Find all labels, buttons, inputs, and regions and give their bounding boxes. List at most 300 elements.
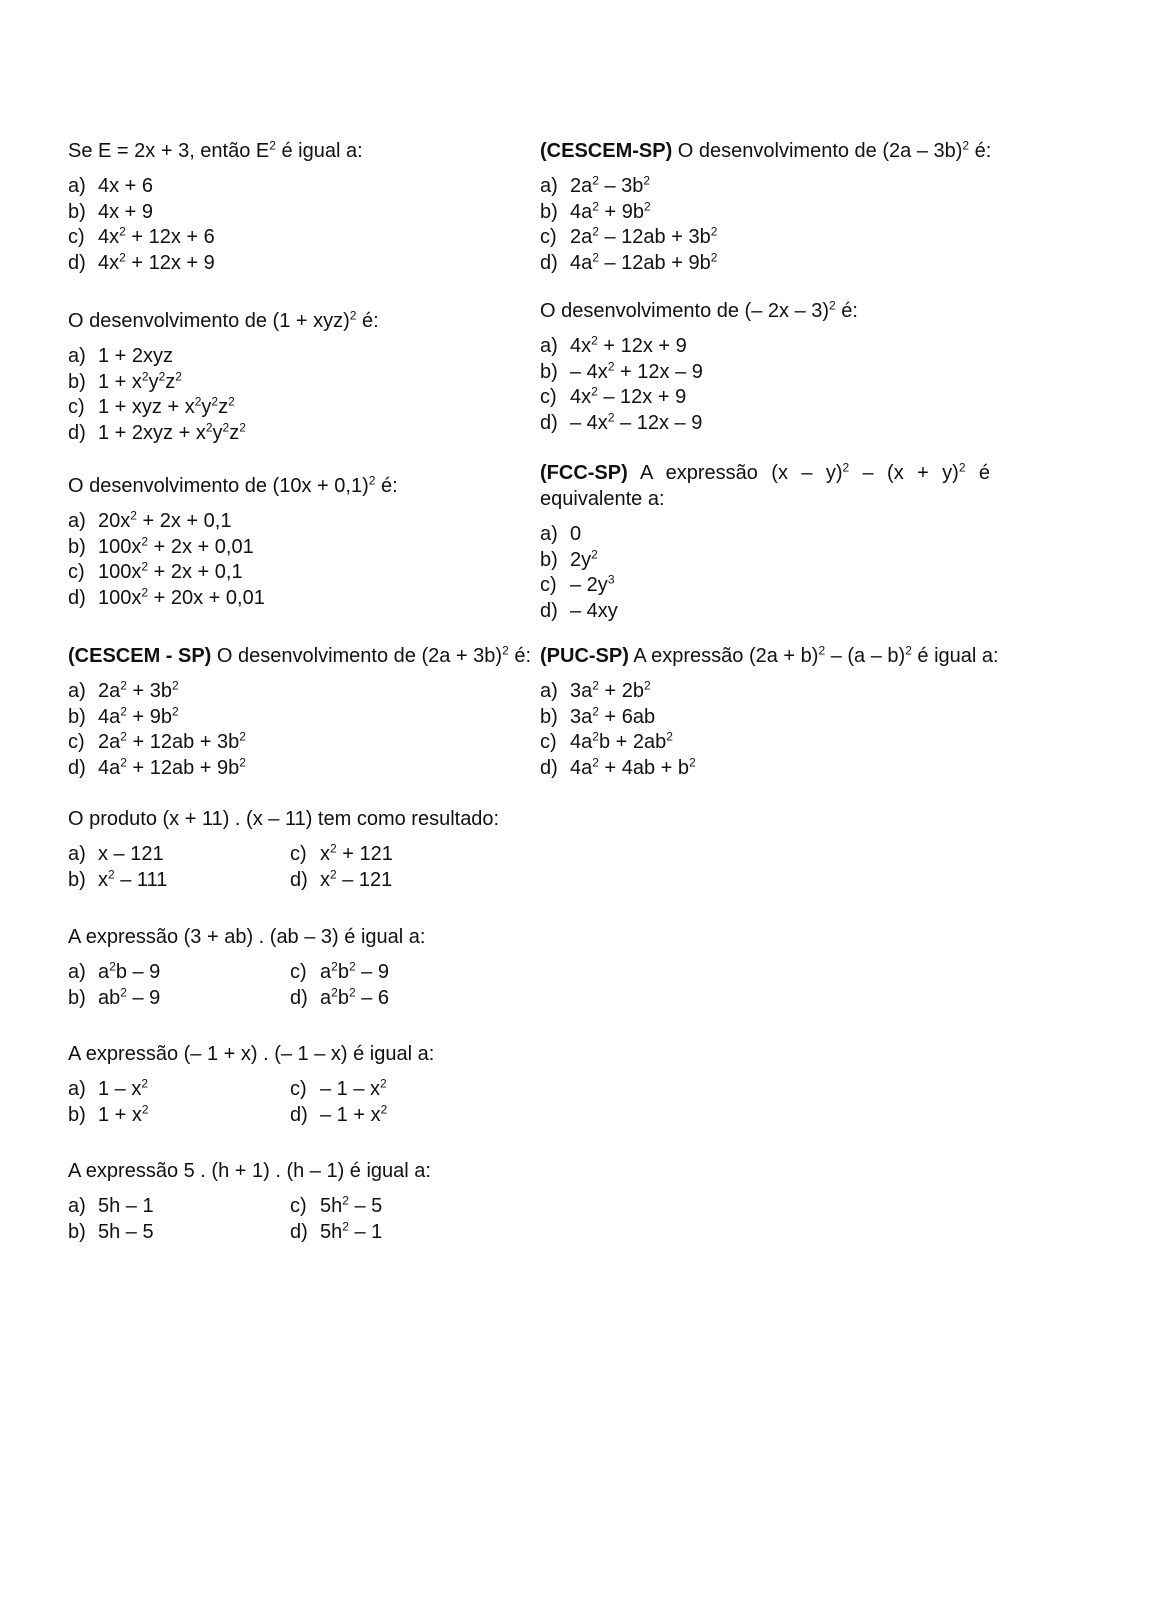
answer-option: [68, 344, 518, 370]
option-text: 4a: [98, 705, 121, 728]
superscript-exponent: 2: [643, 678, 651, 693]
superscript-exponent: 2: [109, 959, 116, 974]
option-text: 5h – 5: [98, 1220, 154, 1243]
superscript-exponent: 2: [331, 959, 338, 974]
question-stem: [68, 806, 668, 832]
option-text: 2a: [570, 226, 593, 248]
answer-option: [540, 730, 990, 756]
superscript-exponent: 2: [120, 754, 127, 769]
superscript-exponent: 2: [120, 703, 127, 718]
question: [68, 473, 518, 611]
option-letter: c): [540, 226, 557, 248]
stem-text: A expressão (– 1 + x) . (– 1 – x) é igual a:: [68, 1043, 435, 1065]
option-text: – 121: [336, 868, 393, 891]
exam-source-label: (FCC-SP): [540, 462, 628, 484]
superscript-exponent: 2: [349, 308, 357, 323]
question-stem: [540, 643, 999, 669]
option-text: 2a: [570, 175, 593, 197]
superscript-exponent: 2: [592, 224, 599, 239]
stem-text: é equivalente a:: [540, 462, 990, 510]
superscript-exponent: 2: [141, 559, 149, 574]
superscript-exponent: 2: [643, 198, 651, 213]
option-text: 1 + 2xyz + x: [98, 421, 206, 444]
superscript-exponent: 2: [666, 729, 673, 744]
options-list: [68, 344, 518, 446]
superscript-exponent: 2: [710, 224, 718, 239]
superscript-exponent: 2: [905, 643, 912, 658]
option-text: 20x: [98, 510, 131, 532]
option-letter: b): [68, 535, 86, 558]
option-text: 4x + 6: [98, 175, 154, 197]
option-letter: c): [290, 961, 307, 983]
option-text: + 6ab: [598, 705, 656, 728]
answer-option: [540, 334, 990, 360]
stem-text: – (x + y): [849, 462, 959, 484]
superscript-exponent: 2: [239, 754, 246, 769]
option-text: 1 + xyz + x: [98, 396, 195, 418]
stem-text: O desenvolvimento de (10x + 0,1): [68, 475, 369, 497]
option-text: z: [218, 396, 229, 418]
option-letter: b): [68, 1220, 86, 1243]
option-letter: d): [540, 599, 558, 622]
option-letter: a): [68, 175, 86, 197]
question: [68, 643, 532, 781]
option-text: – 12ab + 3b: [598, 226, 711, 248]
superscript-exponent: 2: [592, 754, 599, 769]
option-letter: d): [68, 251, 86, 274]
option-letter: b): [68, 986, 86, 1009]
option-letter: d): [290, 986, 308, 1009]
option-text: – 1: [348, 1220, 383, 1243]
option-letter: a): [68, 1078, 86, 1100]
answer-option: [68, 225, 518, 251]
superscript-exponent: 2: [689, 754, 696, 769]
option-text: a: [320, 986, 332, 1009]
superscript-exponent: 2: [592, 249, 599, 264]
superscript-exponent: 2: [591, 546, 598, 561]
question-stem: [540, 138, 990, 164]
question-stem: [540, 298, 990, 324]
answer-option: [540, 756, 990, 782]
answer-option: [68, 535, 518, 561]
superscript-exponent: 2: [171, 678, 179, 693]
option-text: + 2x + 0,1: [148, 561, 243, 583]
options-list: [540, 679, 990, 781]
answer-option: [68, 174, 518, 200]
superscript-exponent: 2: [818, 643, 826, 658]
option-letter: b): [540, 360, 558, 383]
option-text: b: [337, 986, 349, 1009]
superscript-exponent: 2: [962, 138, 970, 153]
option-text: y: [201, 396, 212, 418]
option-text: x: [98, 868, 108, 891]
answer-option: [68, 200, 518, 226]
superscript-exponent: 2: [120, 678, 127, 693]
stem-text: – (a – b): [825, 645, 906, 667]
question-stem: [540, 460, 990, 512]
superscript-exponent: 2: [108, 866, 115, 881]
option-text: – 2y: [570, 574, 608, 596]
answer-option: [68, 756, 518, 782]
option-letter: a): [540, 523, 558, 545]
answer-option: [540, 360, 990, 386]
superscript-exponent: 2: [591, 384, 598, 399]
options-list: [68, 509, 518, 611]
answer-option: [68, 370, 518, 396]
stem-text: O desenvolvimento de (1 + xyz): [68, 310, 350, 332]
option-text: 4x: [98, 226, 120, 248]
options-list: [68, 679, 518, 781]
option-letter: a): [540, 680, 558, 702]
superscript-exponent: 2: [829, 298, 836, 313]
option-text: 2y: [570, 548, 592, 571]
superscript-exponent: 2: [592, 729, 599, 744]
answer-option: [68, 1220, 290, 1246]
option-letter: d): [68, 586, 86, 609]
answer-option: [540, 548, 990, 574]
option-text: 4a: [98, 756, 121, 779]
superscript-exponent: 2: [222, 419, 230, 434]
question-stem: [68, 1041, 668, 1067]
option-letter: a): [68, 680, 86, 702]
option-text: + 12x + 6: [125, 226, 215, 248]
option-text: 2a: [98, 731, 121, 753]
superscript-exponent: 2: [330, 841, 337, 856]
option-letter: a): [68, 510, 86, 532]
superscript-exponent: 2: [120, 984, 127, 999]
question-stem: [68, 473, 518, 499]
superscript-exponent: 2: [158, 368, 166, 383]
answer-option: [68, 395, 518, 421]
superscript-exponent: 2: [331, 984, 338, 999]
option-text: + 9b: [598, 200, 644, 223]
options-list: [540, 334, 990, 436]
option-text: – 9: [355, 961, 389, 983]
option-letter: c): [290, 1078, 307, 1100]
answer-option: [68, 251, 518, 277]
option-text: 4x: [570, 335, 592, 357]
option-text: 5h: [320, 1195, 343, 1217]
superscript-exponent: 2: [368, 473, 376, 488]
superscript-exponent: 3: [607, 572, 615, 587]
answer-option: [540, 573, 990, 599]
stem-text: O produto (x + 11) . (x – 11) tem como resultado:: [68, 808, 500, 830]
stem-text: O desenvolvimento de (– 2x – 3): [540, 300, 830, 322]
option-letter: d): [290, 868, 308, 891]
option-letter: c): [68, 731, 85, 753]
option-letter: c): [68, 226, 85, 248]
option-letter: c): [290, 843, 307, 865]
answer-option: [68, 679, 518, 705]
option-letter: d): [68, 421, 86, 444]
answer-option: [290, 1220, 510, 1246]
stem-text: é:: [356, 310, 379, 332]
option-letter: d): [540, 411, 558, 434]
superscript-exponent: 2: [592, 198, 599, 213]
option-text: – 12ab + 9b: [598, 251, 711, 274]
answer-option: [290, 868, 510, 894]
option-text: 1 + x: [98, 370, 142, 393]
answer-option: [290, 1194, 510, 1220]
option-text: 2a: [98, 680, 121, 702]
superscript-exponent: 2: [342, 1218, 349, 1233]
answer-option: [290, 842, 510, 868]
exam-source-label: (CESCEM - SP): [68, 645, 212, 667]
option-letter: b): [68, 868, 86, 891]
answer-option: [68, 1103, 290, 1129]
answer-option: [68, 421, 518, 447]
question-stem: [68, 138, 518, 164]
answer-option: [68, 868, 290, 894]
options-list: [540, 174, 990, 276]
answer-option: [68, 509, 518, 535]
stem-text: é:: [375, 475, 398, 497]
options-list: [68, 842, 668, 893]
option-text: + 12x – 9: [614, 360, 703, 383]
option-letter: c): [540, 386, 557, 408]
answer-option: [68, 586, 518, 612]
superscript-exponent: 2: [141, 584, 149, 599]
option-text: 100x: [98, 535, 142, 558]
superscript-exponent: 2: [141, 1101, 149, 1116]
answer-option: [540, 251, 990, 277]
stem-text: é:: [835, 300, 858, 322]
option-text: 4x: [570, 386, 592, 408]
option-text: + 4ab + b: [598, 756, 690, 779]
superscript-exponent: 2: [592, 173, 599, 188]
option-text: – 1 – x: [320, 1078, 381, 1100]
superscript-exponent: 2: [591, 333, 598, 348]
option-text: – 5: [348, 1195, 383, 1217]
answer-option: [290, 1103, 510, 1129]
superscript-exponent: 2: [141, 1076, 149, 1091]
answer-option: [540, 599, 990, 625]
superscript-exponent: 2: [958, 460, 966, 475]
option-letter: c): [540, 574, 557, 596]
option-text: 4x: [98, 251, 120, 274]
question: [68, 806, 668, 893]
option-text: + 9b: [126, 705, 172, 728]
option-letter: c): [68, 561, 85, 583]
superscript-exponent: 2: [228, 394, 235, 409]
option-letter: b): [540, 705, 558, 728]
superscript-exponent: 2: [502, 643, 509, 658]
option-text: 1 + 2xyz: [98, 345, 174, 367]
question-stem: [68, 643, 532, 669]
stem-text: A expressão (2a + b): [628, 645, 819, 667]
question: [68, 138, 518, 276]
exam-source-label: (PUC-SP): [540, 645, 629, 667]
option-letter: a): [68, 843, 86, 865]
option-letter: b): [540, 200, 558, 223]
option-letter: d): [68, 756, 86, 779]
option-text: – 1 + x: [320, 1103, 381, 1126]
superscript-exponent: 2: [205, 419, 213, 434]
options-list: [68, 1077, 668, 1128]
superscript-exponent: 2: [171, 703, 179, 718]
stem-text: é:: [969, 140, 992, 162]
superscript-exponent: 2: [141, 368, 149, 383]
superscript-exponent: 2: [119, 224, 126, 239]
answer-option: [540, 174, 990, 200]
superscript-exponent: 2: [380, 1101, 388, 1116]
superscript-exponent: 2: [239, 419, 246, 434]
stem-text: A expressão (x – y): [627, 462, 843, 484]
answer-option: [68, 842, 290, 868]
answer-option: [290, 960, 510, 986]
option-letter: c): [540, 731, 557, 753]
superscript-exponent: 2: [120, 729, 127, 744]
superscript-exponent: 2: [710, 249, 718, 264]
option-letter: b): [68, 200, 86, 223]
answer-option: [68, 986, 290, 1012]
stem-text: O desenvolvimento de (2a + 3b): [211, 645, 503, 667]
option-letter: c): [290, 1195, 307, 1217]
option-text: b – 9: [115, 961, 161, 983]
option-letter: d): [290, 1220, 308, 1243]
superscript-exponent: 2: [130, 508, 137, 523]
answer-option: [540, 385, 990, 411]
option-text: 4x + 9: [98, 200, 154, 223]
options-list: [68, 174, 518, 276]
option-text: 1 + x: [98, 1103, 142, 1126]
answer-option: [68, 1077, 290, 1103]
option-text: + 2b: [598, 680, 644, 702]
option-text: – 4x: [570, 360, 608, 383]
option-text: + 3b: [126, 680, 172, 702]
question: [68, 924, 668, 1011]
option-text: x – 121: [98, 843, 164, 865]
answer-option: [68, 1194, 290, 1220]
exam-source-label: (CESCEM-SP): [540, 140, 673, 162]
superscript-exponent: 2: [175, 368, 182, 383]
option-text: – 12x + 9: [597, 386, 687, 408]
option-letter: a): [68, 345, 86, 367]
option-text: 100x: [98, 561, 142, 583]
answer-option: [290, 1077, 510, 1103]
question: [540, 298, 990, 436]
option-text: ab: [98, 986, 121, 1009]
answer-option: [68, 705, 518, 731]
option-letter: a): [540, 335, 558, 357]
superscript-exponent: 2: [119, 249, 126, 264]
option-text: + 2x + 0,01: [148, 535, 254, 558]
superscript-exponent: 2: [592, 678, 599, 693]
question: [68, 1158, 668, 1245]
option-text: 100x: [98, 586, 142, 609]
answer-option: [290, 986, 510, 1012]
stem-text: A expressão 5 . (h + 1) . (h – 1) é igual a:: [68, 1160, 431, 1182]
answer-option: [68, 560, 518, 586]
option-text: – 3b: [598, 175, 644, 197]
option-text: 5h: [320, 1220, 343, 1243]
option-letter: a): [540, 175, 558, 197]
option-text: 3a: [570, 680, 593, 702]
superscript-exponent: 2: [643, 173, 651, 188]
option-text: – 12x – 9: [614, 411, 703, 434]
option-letter: b): [68, 1103, 86, 1126]
option-text: + 2x + 0,1: [136, 510, 232, 532]
answer-option: [540, 200, 990, 226]
stem-text: é:: [508, 645, 532, 667]
answer-option: [540, 411, 990, 437]
superscript-exponent: 2: [342, 1193, 349, 1208]
option-text: + 12ab + 3b: [126, 731, 240, 753]
question-stem: [68, 308, 518, 334]
option-text: – 6: [355, 986, 389, 1009]
option-text: a: [98, 961, 110, 983]
option-text: + 121: [336, 843, 393, 865]
option-text: b: [337, 961, 349, 983]
option-text: 1 – x: [98, 1078, 142, 1100]
option-letter: a): [68, 1195, 86, 1217]
option-text: x: [320, 843, 330, 865]
option-letter: d): [290, 1103, 308, 1126]
superscript-exponent: 2: [269, 138, 276, 153]
superscript-exponent: 2: [141, 533, 149, 548]
option-text: – 9: [126, 986, 161, 1009]
answer-option: [540, 522, 990, 548]
superscript-exponent: 2: [348, 959, 356, 974]
option-text: 4a: [570, 731, 593, 753]
superscript-exponent: 2: [592, 703, 599, 718]
question: [68, 1041, 668, 1128]
answer-option: [540, 679, 990, 705]
option-text: z: [165, 370, 176, 393]
superscript-exponent: 2: [194, 394, 202, 409]
question: [540, 643, 999, 781]
question-stem: [68, 1158, 668, 1184]
superscript-exponent: 2: [211, 394, 219, 409]
option-text: + 12x + 9: [597, 335, 687, 357]
option-text: y: [212, 421, 223, 444]
answer-option: [540, 705, 990, 731]
option-text: – 4xy: [570, 599, 618, 622]
answer-option: [68, 730, 518, 756]
options-list: [540, 522, 990, 624]
superscript-exponent: 2: [842, 460, 850, 475]
option-text: a: [320, 961, 332, 983]
option-text: 0: [570, 523, 582, 545]
option-letter: b): [68, 705, 86, 728]
superscript-exponent: 2: [607, 358, 615, 373]
option-letter: a): [68, 961, 86, 983]
question: [540, 460, 990, 624]
stem-text: A expressão (3 + ab) . (ab – 3) é igual a:: [68, 926, 426, 948]
question: [540, 138, 990, 276]
option-text: x: [320, 868, 330, 891]
option-text: 3a: [570, 705, 593, 728]
stem-text: O desenvolvimento de (2a – 3b): [672, 140, 963, 162]
option-letter: b): [68, 370, 86, 393]
option-text: b + 2ab: [598, 731, 667, 753]
stem-text: é igual a:: [911, 645, 999, 667]
question-stem: [68, 924, 668, 950]
stem-text: é igual a:: [275, 140, 363, 162]
option-letter: d): [540, 251, 558, 274]
option-text: 4a: [570, 756, 593, 779]
option-text: 5h – 1: [98, 1195, 154, 1217]
answer-option: [68, 960, 290, 986]
option-text: – 111: [114, 868, 168, 891]
option-text: y: [148, 370, 159, 393]
option-letter: d): [540, 756, 558, 779]
option-letter: c): [68, 396, 85, 418]
option-text: + 20x + 0,01: [148, 586, 265, 609]
option-text: + 12x + 9: [125, 251, 215, 274]
superscript-exponent: 2: [380, 1076, 387, 1091]
question: [68, 308, 518, 446]
